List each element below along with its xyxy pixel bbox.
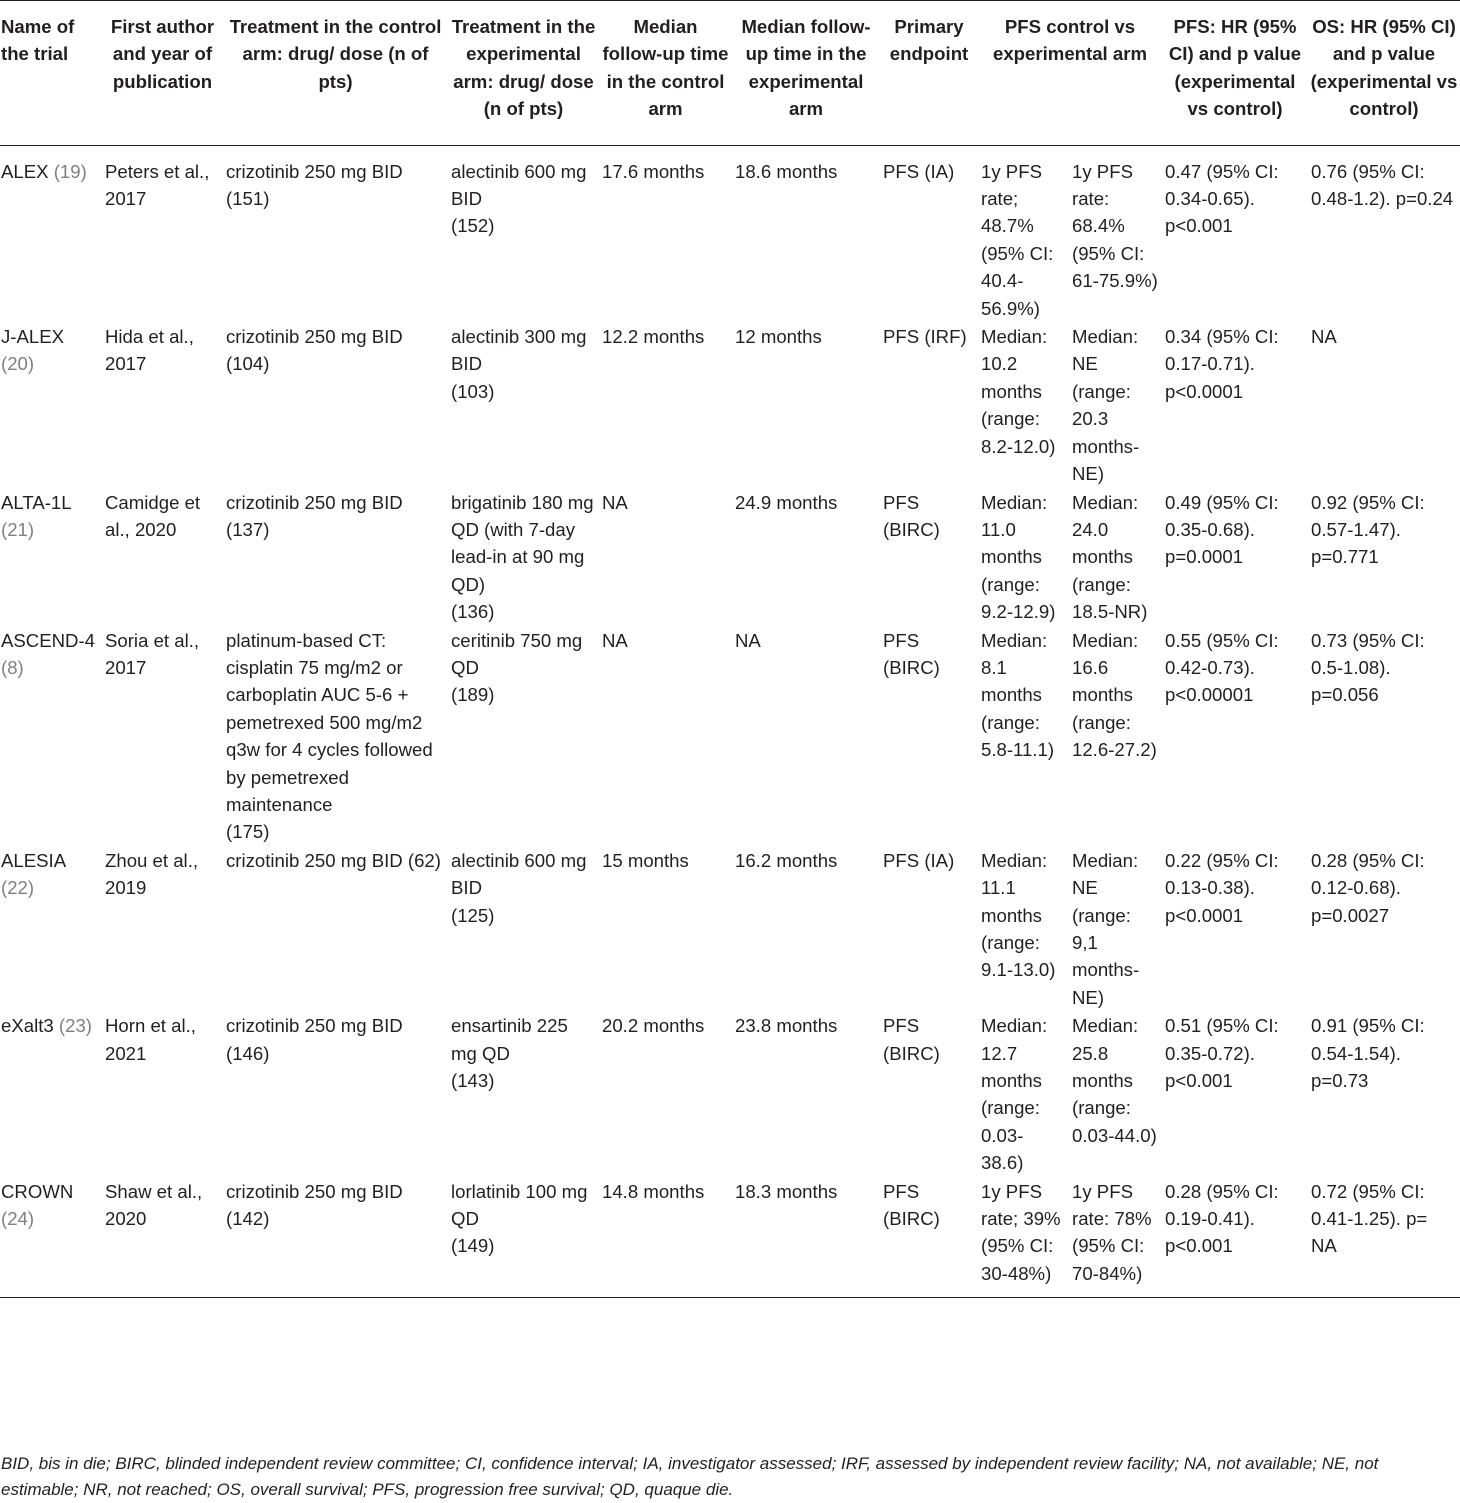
reference-link[interactable]: (22) bbox=[1, 877, 35, 899]
pfs-experimental-cell: Median: NE (range: 20.3 months-NE) bbox=[1072, 326, 1140, 485]
reference-link[interactable]: (8) bbox=[1, 656, 24, 678]
pfs-hr-cell: 0.55 (95% CI: 0.42-0.73). p<0.00001 bbox=[1165, 629, 1279, 706]
reference-link[interactable]: (21) bbox=[1, 518, 35, 540]
header-os-hr: OS: HR (95% CI) and p value (experimental vs control) bbox=[1310, 16, 1458, 120]
pfs-control-cell: Median: 10.2 months (range: 8.2-12.0) bbox=[981, 326, 1056, 457]
pfs-hr-cell: 0.49 (95% CI: 0.35-0.68). p=0.0001 bbox=[1165, 491, 1279, 568]
experimental-arm-cell: alectinib 300 mg BID (103) bbox=[451, 326, 587, 402]
table-row bbox=[0, 1012, 1460, 1177]
trial-name: ALEX bbox=[1, 160, 49, 182]
followup-control-cell: NA bbox=[602, 629, 628, 651]
trial-name-cell bbox=[0, 847, 102, 1012]
author-cell: Horn et al., 2021 bbox=[105, 1015, 196, 1064]
followup-control-cell: 20.2 months bbox=[602, 1015, 705, 1037]
pfs-hr-cell: 0.47 (95% CI: 0.34-0.65). p<0.001 bbox=[1165, 160, 1279, 237]
pfs-experimental-cell: Median: 24.0 months (range: 18.5-NR) bbox=[1072, 491, 1148, 623]
followup-control-cell: 12.2 months bbox=[602, 326, 705, 348]
control-arm-cell: crizotinib 250 mg BID (146) bbox=[226, 1015, 403, 1064]
followup-experimental-cell: 18.3 months bbox=[735, 1180, 838, 1202]
header-followup-experimental: Median follow-up time in the experimental arm bbox=[741, 16, 871, 120]
table-row bbox=[0, 489, 1460, 627]
author-cell: Camidge et al., 2020 bbox=[105, 491, 201, 540]
os-hr-cell: 0.91 (95% CI: 0.54-1.54). p=0.73 bbox=[1311, 1015, 1425, 1092]
os-hr-cell: 0.92 (95% CI: 0.57-1.47). p=0.771 bbox=[1311, 491, 1425, 568]
control-arm-cell: platinum-based CT: cisplatin 75 mg/m2 or carboplatin AUC 5-6 + pemetrexed 500 mg/m2 q3w for 4 cycles followed by pemetrexed maintenance (175) bbox=[226, 629, 433, 843]
primary-endpoint-cell: PFS (BIRC) bbox=[883, 491, 940, 540]
author-cell: Soria et al., 2017 bbox=[105, 629, 200, 678]
control-arm-cell: crizotinib 250 mg BID (151) bbox=[226, 160, 403, 210]
header-primary-endpoint: Primary endpoint bbox=[889, 16, 969, 65]
control-arm-cell: crizotinib 250 mg BID (142) bbox=[226, 1180, 403, 1230]
pfs-hr-cell: 0.28 (95% CI: 0.19-0.41). p<0.001 bbox=[1165, 1180, 1279, 1257]
trial-name: CROWN bbox=[1, 1180, 74, 1202]
primary-endpoint-cell: PFS (BIRC) bbox=[883, 629, 940, 678]
os-hr-cell: 0.73 (95% CI: 0.5-1.08). p=0.056 bbox=[1311, 629, 1425, 706]
table-row bbox=[0, 627, 1460, 847]
table-body bbox=[0, 145, 1460, 1298]
trial-name-cell bbox=[0, 1012, 102, 1177]
followup-control-cell: 15 months bbox=[602, 849, 689, 871]
trial-name: ALESIA bbox=[1, 849, 66, 871]
pfs-control-cell: 1y PFS rate; 48.7% (95% CI: 40.4-56.9%) bbox=[981, 160, 1054, 319]
pfs-experimental-cell: Median: NE (range: 9,1 months-NE) bbox=[1072, 849, 1140, 1008]
followup-experimental-cell: 23.8 months bbox=[735, 1015, 838, 1037]
pfs-control-cell: 1y PFS rate; 39% (95% CI: 30-48%) bbox=[981, 1180, 1061, 1284]
pfs-experimental-cell: 1y PFS rate: 78% (95% CI: 70-84%) bbox=[1072, 1180, 1152, 1284]
author-cell: Shaw et al., 2020 bbox=[105, 1180, 203, 1230]
trial-name-cell bbox=[0, 1178, 102, 1298]
reference-link[interactable]: (24) bbox=[1, 1208, 35, 1230]
table-row bbox=[0, 1178, 1460, 1298]
table-row bbox=[0, 847, 1460, 1012]
primary-endpoint-cell: PFS (IA) bbox=[883, 160, 955, 182]
table-footnote: BID, bis in die; BIRC, blinded independent review committee; CI, confidence interval; IA, investigator assessed; IRF, assessed by independent review facility; NA, not available; NE, not estimable; NR, not reached; OS, overall survival; PFS, progression free survival; QD, quaque die. bbox=[1, 1454, 1379, 1499]
primary-endpoint-cell: PFS (BIRC) bbox=[883, 1015, 940, 1064]
pfs-control-cell: Median: 8.1 months (range: 5.8-11.1) bbox=[981, 629, 1055, 761]
followup-control-cell: 14.8 months bbox=[602, 1180, 705, 1202]
reference-link[interactable]: (20) bbox=[1, 353, 35, 375]
reference-link[interactable]: (19) bbox=[53, 160, 87, 182]
followup-experimental-cell: 16.2 months bbox=[735, 849, 838, 871]
trial-name: ALTA-1L bbox=[1, 491, 71, 513]
os-hr-cell: NA bbox=[1311, 326, 1337, 348]
header-trial-name: Name of the trial bbox=[1, 16, 75, 65]
pfs-hr-cell: 0.51 (95% CI: 0.35-0.72). p<0.001 bbox=[1165, 1015, 1279, 1092]
followup-control-cell: NA bbox=[602, 491, 628, 513]
followup-experimental-cell: 24.9 months bbox=[735, 491, 838, 513]
experimental-arm-cell: alectinib 600 mg BID (125) bbox=[451, 849, 587, 926]
primary-endpoint-cell: PFS (IRF) bbox=[883, 326, 967, 348]
trial-name-cell bbox=[0, 627, 102, 847]
header-pfs-comparison: PFS control vs experimental arm bbox=[993, 16, 1147, 65]
experimental-arm-cell: ensartinib 225 mg QD (143) bbox=[451, 1015, 568, 1092]
followup-control-cell: 17.6 months bbox=[602, 160, 705, 182]
primary-endpoint-cell: PFS (IA) bbox=[883, 849, 955, 871]
trial-name-cell bbox=[0, 489, 102, 627]
control-arm-cell: crizotinib 250 mg BID (137) bbox=[226, 491, 403, 540]
pfs-experimental-cell: Median: 16.6 months (range: 12.6-27.2) bbox=[1072, 629, 1157, 761]
os-hr-cell: 0.72 (95% CI: 0.41-1.25). p= NA bbox=[1311, 1180, 1428, 1257]
experimental-arm-cell: ceritinib 750 mg QD (189) bbox=[451, 629, 583, 706]
pfs-hr-cell: 0.22 (95% CI: 0.13-0.38). p<0.0001 bbox=[1165, 849, 1279, 926]
header-control-arm: Treatment in the control arm: drug/ dose (n of pts) bbox=[229, 16, 442, 92]
author-cell: Zhou et al., 2019 bbox=[105, 849, 199, 899]
followup-experimental-cell: 18.6 months bbox=[735, 160, 838, 182]
trial-name: eXalt3 bbox=[1, 1015, 54, 1037]
os-hr-cell: 0.28 (95% CI: 0.12-0.68). p=0.0027 bbox=[1311, 849, 1425, 926]
followup-experimental-cell: 12 months bbox=[735, 326, 822, 348]
experimental-arm-cell: lorlatinib 100 mg QD (149) bbox=[451, 1180, 588, 1257]
header-author-year: First author and year of publication bbox=[110, 16, 215, 92]
header-experimental-arm: Treatment in the experimental arm: drug/ dose (n of pts) bbox=[451, 16, 596, 120]
reference-link[interactable]: (23) bbox=[58, 1015, 92, 1037]
pfs-control-cell: Median: 11.0 months (range: 9.2-12.9) bbox=[981, 491, 1056, 623]
pfs-experimental-cell: Median: 25.8 months (range: 0.03-44.0) bbox=[1072, 1015, 1157, 1146]
control-arm-cell: crizotinib 250 mg BID (62) bbox=[226, 849, 441, 871]
experimental-arm-cell: brigatinib 180 mg QD (with 7-day lead-in at 90 mg QD) (136) bbox=[451, 491, 594, 623]
pfs-hr-cell: 0.34 (95% CI: 0.17-0.71). p<0.0001 bbox=[1165, 326, 1279, 402]
trial-name-cell bbox=[0, 323, 102, 488]
header-row bbox=[0, 1, 1460, 146]
trial-name: J-ALEX bbox=[1, 326, 65, 348]
control-arm-cell: crizotinib 250 mg BID (104) bbox=[226, 326, 403, 375]
os-hr-cell: 0.76 (95% CI: 0.48-1.2). p=0.24 bbox=[1311, 160, 1454, 210]
primary-endpoint-cell: PFS (BIRC) bbox=[883, 1180, 940, 1230]
table-row bbox=[0, 323, 1460, 488]
header-pfs-hr: PFS: HR (95% CI) and p value (experimental vs control) bbox=[1168, 16, 1302, 120]
pfs-experimental-cell: 1y PFS rate: 68.4% (95% CI: 61-75.9%) bbox=[1072, 160, 1158, 292]
author-cell: Peters et al., 2017 bbox=[105, 160, 210, 210]
header-followup-control: Median follow-up time in the control arm bbox=[602, 16, 729, 120]
table-row bbox=[0, 145, 1460, 323]
trial-name-cell bbox=[0, 145, 102, 323]
author-cell: Hida et al., 2017 bbox=[105, 326, 194, 375]
experimental-arm-cell: alectinib 600 mg BID (152) bbox=[451, 160, 587, 237]
pfs-control-cell: Median: 11.1 months (range: 9.1-13.0) bbox=[981, 849, 1056, 981]
followup-experimental-cell: NA bbox=[735, 629, 761, 651]
trial-name: ASCEND-4 bbox=[1, 629, 96, 651]
pfs-control-cell: Median: 12.7 months (range: 0.03-38.6) bbox=[981, 1015, 1048, 1174]
table-header bbox=[0, 1, 1460, 146]
